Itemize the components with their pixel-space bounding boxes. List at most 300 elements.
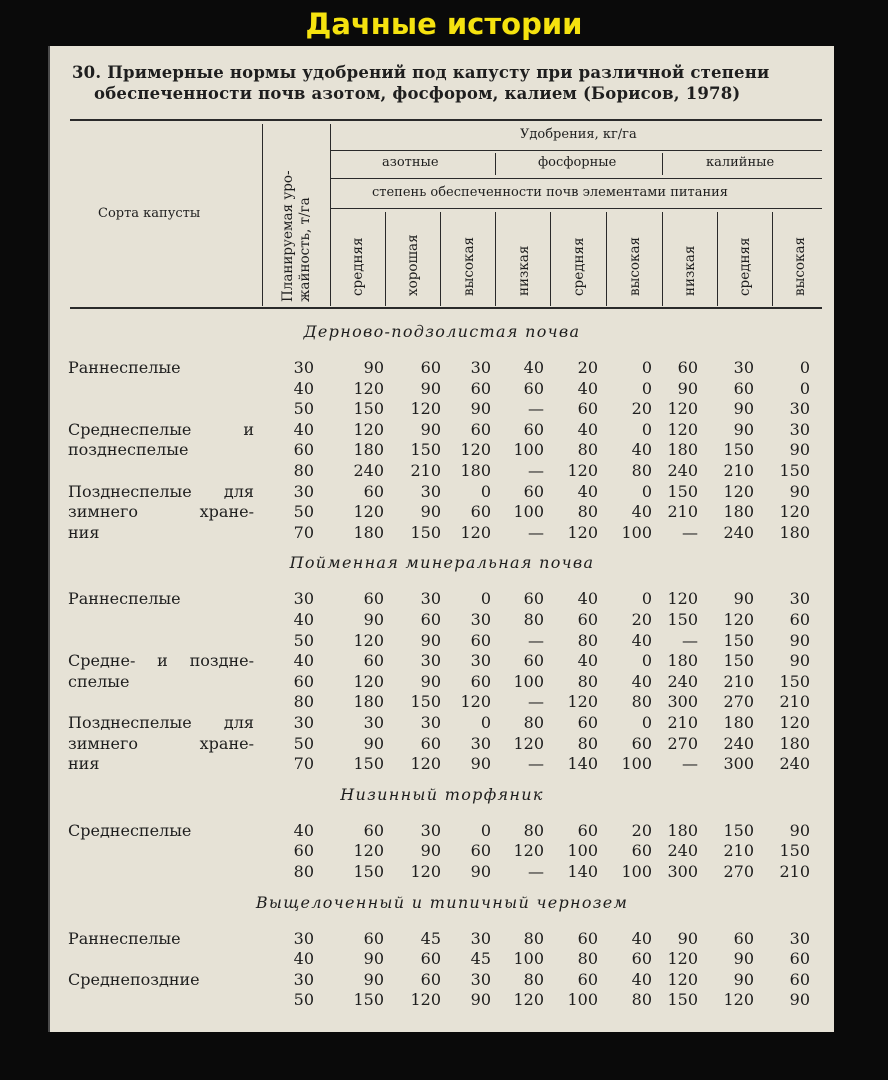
value-cell: — bbox=[528, 399, 544, 419]
value-cell: 180 bbox=[353, 440, 384, 460]
value-cell: 45 bbox=[470, 949, 491, 969]
variety-name-line: Среднеспелые bbox=[68, 820, 192, 840]
value-cell: 30 bbox=[470, 358, 491, 377]
value-cell: 90 bbox=[420, 841, 441, 861]
value-cell: 150 bbox=[723, 630, 754, 650]
soil-section-title: Дерново-подзолистая почва bbox=[303, 322, 581, 341]
value-cell: 60 bbox=[363, 589, 384, 609]
variety-name-line: Раннеспелые bbox=[68, 358, 181, 377]
level-divider bbox=[606, 212, 607, 306]
yield-cell: 70 bbox=[293, 522, 314, 542]
table-caption bbox=[72, 62, 812, 104]
yield-cell: 60 bbox=[293, 841, 314, 861]
value-cell: 0 bbox=[641, 651, 652, 671]
value-cell: 120 bbox=[667, 949, 698, 969]
value-cell: 60 bbox=[577, 928, 598, 948]
value-cell: 40 bbox=[577, 481, 598, 501]
value-cell: 100 bbox=[621, 862, 652, 881]
value-cell: 90 bbox=[677, 928, 698, 948]
value-cell: 80 bbox=[523, 713, 544, 732]
value-cell: 20 bbox=[631, 820, 652, 840]
value-cell: 210 bbox=[723, 461, 754, 480]
value-cell: 40 bbox=[577, 651, 598, 671]
value-cell: 100 bbox=[621, 522, 652, 542]
value-cell: 90 bbox=[420, 630, 441, 650]
value-cell: 120 bbox=[513, 990, 544, 1010]
value-cell: 150 bbox=[779, 841, 810, 861]
value-cell: 30 bbox=[733, 358, 754, 377]
value-cell: 0 bbox=[641, 713, 652, 732]
value-cell: 90 bbox=[363, 358, 384, 377]
value-cell: — bbox=[682, 630, 698, 650]
value-cell: 40 bbox=[631, 969, 652, 989]
soil-section-title: Пойменная минеральная почва bbox=[289, 553, 595, 573]
value-cell: 140 bbox=[567, 754, 598, 774]
value-cell: 90 bbox=[470, 990, 491, 1010]
value-cell: 30 bbox=[470, 733, 491, 753]
value-cell: 0 bbox=[641, 419, 652, 439]
value-cell: 60 bbox=[420, 358, 441, 377]
value-cell: 80 bbox=[577, 630, 598, 650]
value-cell: 80 bbox=[577, 671, 598, 691]
value-cell: 210 bbox=[723, 841, 754, 861]
value-cell: 210 bbox=[779, 862, 810, 881]
header-phosphorus: фосфорные bbox=[538, 155, 617, 170]
value-cell: 90 bbox=[789, 630, 810, 650]
value-cell: 210 bbox=[723, 671, 754, 691]
value-cell: 240 bbox=[723, 733, 754, 753]
level-divider bbox=[717, 212, 718, 306]
value-cell: 100 bbox=[513, 671, 544, 691]
value-cell: 90 bbox=[470, 862, 491, 881]
supply-level-label: высокая bbox=[792, 236, 809, 296]
value-cell: 90 bbox=[789, 481, 810, 501]
value-cell: 120 bbox=[410, 862, 441, 881]
value-cell: 60 bbox=[363, 928, 384, 948]
value-cell: 90 bbox=[733, 969, 754, 989]
value-cell: 40 bbox=[631, 928, 652, 948]
value-cell: 180 bbox=[779, 733, 810, 753]
value-cell: 150 bbox=[353, 754, 384, 774]
value-cell: 240 bbox=[667, 841, 698, 861]
value-cell: 120 bbox=[567, 692, 598, 712]
yield-cell: 80 bbox=[293, 692, 314, 712]
level-divider bbox=[440, 212, 441, 306]
value-cell: 60 bbox=[363, 481, 384, 501]
value-cell: 80 bbox=[577, 440, 598, 460]
value-cell: 150 bbox=[779, 671, 810, 691]
supply-level-label: низкая bbox=[681, 245, 698, 296]
supply-level-label: хорошая bbox=[405, 234, 422, 296]
supply-level-label: высокая bbox=[626, 236, 643, 296]
value-cell: 40 bbox=[631, 671, 652, 691]
value-cell: 240 bbox=[667, 461, 698, 480]
value-cell: 60 bbox=[631, 733, 652, 753]
value-cell: 80 bbox=[523, 820, 544, 840]
value-cell: 90 bbox=[789, 651, 810, 671]
value-cell: 60 bbox=[523, 481, 544, 501]
value-cell: 90 bbox=[363, 969, 384, 989]
value-cell: 120 bbox=[353, 502, 384, 522]
value-cell: 300 bbox=[667, 862, 698, 881]
yield-cell: 60 bbox=[293, 671, 314, 691]
col-divider-n-p bbox=[495, 153, 496, 175]
value-cell: 20 bbox=[631, 399, 652, 419]
value-cell: 120 bbox=[460, 522, 491, 542]
supply-level-label: средняя bbox=[571, 237, 588, 296]
variety-name bbox=[68, 929, 254, 950]
value-cell: — bbox=[682, 754, 698, 774]
value-cell: 90 bbox=[363, 610, 384, 629]
value-cell: 45 bbox=[420, 928, 441, 948]
value-cell: 30 bbox=[420, 589, 441, 609]
value-cell: — bbox=[528, 461, 544, 480]
yield-cell: 80 bbox=[293, 862, 314, 881]
value-cell: 270 bbox=[723, 862, 754, 881]
value-cell: 90 bbox=[420, 671, 441, 691]
value-cell: 80 bbox=[577, 733, 598, 753]
value-cell: 60 bbox=[470, 841, 491, 861]
value-cell: 60 bbox=[677, 358, 698, 377]
variety-name-line: спелые bbox=[68, 671, 130, 691]
header-bottom-rule bbox=[70, 307, 822, 309]
header-yield-line-2: жайность, т/га bbox=[297, 197, 313, 302]
yield-cell: 40 bbox=[293, 651, 314, 671]
value-cell: 120 bbox=[513, 733, 544, 753]
value-cell: 100 bbox=[567, 841, 598, 861]
value-cell: 120 bbox=[723, 481, 754, 501]
header-variety: Сорта капусты bbox=[98, 206, 201, 221]
value-cell: 150 bbox=[667, 990, 698, 1010]
value-cell: 60 bbox=[363, 820, 384, 840]
value-cell: 90 bbox=[789, 440, 810, 460]
value-cell: 120 bbox=[410, 990, 441, 1010]
value-cell: 150 bbox=[667, 481, 698, 501]
value-cell: 120 bbox=[353, 841, 384, 861]
value-cell: 0 bbox=[641, 378, 652, 398]
value-cell: 120 bbox=[667, 419, 698, 439]
value-cell: 0 bbox=[799, 378, 810, 398]
value-cell: 60 bbox=[420, 969, 441, 989]
value-cell: 100 bbox=[513, 440, 544, 460]
supply-level-label: средняя bbox=[350, 237, 366, 296]
value-cell: 90 bbox=[733, 399, 754, 419]
value-cell: 150 bbox=[410, 440, 441, 460]
value-cell: 60 bbox=[789, 949, 810, 969]
value-cell: 90 bbox=[420, 502, 441, 522]
value-cell: 120 bbox=[460, 440, 491, 460]
value-cell: 0 bbox=[480, 481, 491, 501]
value-cell: 30 bbox=[363, 713, 384, 732]
level-divider bbox=[330, 212, 331, 306]
value-cell: 150 bbox=[667, 610, 698, 629]
value-cell: 0 bbox=[480, 589, 491, 609]
value-cell: 80 bbox=[523, 969, 544, 989]
header-potassium: калийные bbox=[706, 155, 775, 170]
variety-name-line: ния bbox=[68, 522, 100, 542]
value-cell: 180 bbox=[460, 461, 491, 480]
value-cell: 180 bbox=[353, 522, 384, 542]
value-cell: 80 bbox=[631, 461, 652, 480]
soil-section-title: Низинный торфяник bbox=[340, 784, 544, 804]
value-cell: 90 bbox=[420, 378, 441, 398]
value-cell: 100 bbox=[621, 754, 652, 774]
value-cell: 150 bbox=[410, 522, 441, 542]
variety-name-line: Раннеспелые bbox=[68, 589, 181, 609]
value-cell: 60 bbox=[470, 671, 491, 691]
value-cell: 120 bbox=[353, 671, 384, 691]
value-cell: 120 bbox=[779, 502, 810, 522]
value-cell: 0 bbox=[480, 820, 491, 840]
value-cell: 60 bbox=[577, 820, 598, 840]
value-cell: 80 bbox=[577, 502, 598, 522]
yield-cell: 50 bbox=[293, 502, 314, 522]
value-cell: 100 bbox=[513, 502, 544, 522]
value-cell: 0 bbox=[641, 481, 652, 501]
value-cell: 120 bbox=[723, 610, 754, 629]
caption-line-2: обеспеченности почв азотом, фосфором, калием (Борисов, 1978) bbox=[94, 84, 741, 103]
value-cell: 180 bbox=[353, 692, 384, 712]
value-cell: 270 bbox=[667, 733, 698, 753]
value-cell: 0 bbox=[641, 358, 652, 377]
value-cell: 60 bbox=[523, 378, 544, 398]
value-cell: 100 bbox=[567, 990, 598, 1010]
document-page bbox=[48, 46, 834, 1032]
col-divider-p-k bbox=[662, 153, 663, 175]
value-cell: 40 bbox=[577, 589, 598, 609]
value-cell: 40 bbox=[577, 419, 598, 439]
value-cell: 60 bbox=[420, 610, 441, 629]
value-cell: 120 bbox=[460, 692, 491, 712]
value-cell: 80 bbox=[631, 692, 652, 712]
yield-cell: 80 bbox=[293, 461, 314, 480]
yield-cell: 30 bbox=[293, 713, 314, 732]
value-cell: 90 bbox=[733, 589, 754, 609]
banner-title: Дачные истории bbox=[305, 7, 583, 41]
value-cell: 150 bbox=[723, 820, 754, 840]
value-cell: 180 bbox=[779, 522, 810, 542]
variety-name bbox=[68, 358, 254, 379]
yield-cell: 40 bbox=[293, 610, 314, 629]
level-divider bbox=[495, 212, 496, 306]
yield-cell: 60 bbox=[293, 440, 314, 460]
value-cell: 60 bbox=[363, 651, 384, 671]
value-cell: 180 bbox=[667, 440, 698, 460]
yield-cell: 50 bbox=[293, 733, 314, 753]
value-cell: 0 bbox=[799, 358, 810, 377]
yield-cell: 70 bbox=[293, 754, 314, 774]
value-cell: 120 bbox=[567, 461, 598, 480]
value-cell: 40 bbox=[577, 378, 598, 398]
value-cell: 210 bbox=[779, 692, 810, 712]
header-supply: степень обеспеченности почв элементами питания bbox=[372, 185, 728, 200]
value-cell: 60 bbox=[470, 502, 491, 522]
yield-cell: 40 bbox=[293, 419, 314, 439]
value-cell: 150 bbox=[353, 399, 384, 419]
yield-cell: 40 bbox=[293, 820, 314, 840]
variety-name-line: Среднепоздние bbox=[68, 969, 200, 989]
value-cell: 60 bbox=[789, 969, 810, 989]
value-cell: 30 bbox=[789, 928, 810, 948]
variety-name-line: Позднеспелые для bbox=[68, 481, 254, 501]
yield-cell: 30 bbox=[293, 589, 314, 609]
value-cell: 150 bbox=[353, 862, 384, 881]
value-cell: 210 bbox=[410, 461, 441, 480]
value-cell: 210 bbox=[667, 713, 698, 732]
yield-cell: 30 bbox=[293, 481, 314, 501]
fert-group-rule bbox=[330, 150, 822, 151]
value-cell: 90 bbox=[733, 949, 754, 969]
value-cell: 60 bbox=[420, 733, 441, 753]
value-cell: 80 bbox=[577, 949, 598, 969]
value-cell: — bbox=[528, 862, 544, 881]
value-cell: 60 bbox=[733, 928, 754, 948]
value-cell: — bbox=[682, 522, 698, 542]
variety-name-line: Средне- и поздне- bbox=[68, 651, 254, 671]
value-cell: 120 bbox=[410, 399, 441, 419]
value-cell: 60 bbox=[577, 969, 598, 989]
col-divider-variety bbox=[262, 124, 263, 306]
value-cell: — bbox=[528, 630, 544, 650]
value-cell: 180 bbox=[723, 713, 754, 732]
value-cell: 90 bbox=[363, 949, 384, 969]
value-cell: 60 bbox=[523, 419, 544, 439]
variety-name-line: Среднеспелые и bbox=[68, 419, 254, 439]
value-cell: 60 bbox=[470, 378, 491, 398]
variety-name bbox=[68, 420, 254, 461]
value-cell: 120 bbox=[353, 419, 384, 439]
value-cell: 300 bbox=[667, 692, 698, 712]
value-cell: 90 bbox=[470, 399, 491, 419]
variety-name bbox=[68, 713, 254, 775]
value-cell: — bbox=[528, 692, 544, 712]
value-cell: 120 bbox=[723, 990, 754, 1010]
value-cell: 240 bbox=[779, 754, 810, 774]
value-cell: 20 bbox=[631, 610, 652, 629]
value-cell: 60 bbox=[420, 949, 441, 969]
value-cell: 180 bbox=[667, 820, 698, 840]
soil-section-title: Выщелоченный и типичный чернозем bbox=[255, 892, 629, 912]
value-cell: 150 bbox=[723, 651, 754, 671]
value-cell: 120 bbox=[353, 378, 384, 398]
value-cell: 60 bbox=[733, 378, 754, 398]
value-cell: 60 bbox=[470, 630, 491, 650]
value-cell: 20 bbox=[577, 358, 598, 377]
value-cell: 90 bbox=[789, 820, 810, 840]
header-nitrogen: азотные bbox=[382, 155, 439, 170]
value-cell: 240 bbox=[723, 522, 754, 542]
value-cell: 40 bbox=[523, 358, 544, 377]
value-cell: 120 bbox=[353, 630, 384, 650]
value-cell: 60 bbox=[523, 651, 544, 671]
value-cell: 210 bbox=[667, 502, 698, 522]
value-cell: 240 bbox=[667, 671, 698, 691]
value-cell: 60 bbox=[470, 419, 491, 439]
variety-name-line: зимнего хране- bbox=[68, 502, 254, 522]
header-yield-line-1: Планируемая уро- bbox=[280, 170, 296, 302]
value-cell: 100 bbox=[513, 949, 544, 969]
variety-name-line: зимнего хране- bbox=[68, 733, 254, 753]
supply-level-label: высокая bbox=[460, 236, 477, 296]
value-cell: 0 bbox=[641, 589, 652, 609]
value-cell: 120 bbox=[667, 399, 698, 419]
value-cell: 150 bbox=[723, 440, 754, 460]
variety-name-line: Позднеспелые для bbox=[68, 713, 254, 732]
value-cell: 60 bbox=[577, 610, 598, 629]
value-cell: 60 bbox=[789, 610, 810, 629]
yield-cell: 30 bbox=[293, 358, 314, 377]
value-cell: 80 bbox=[523, 610, 544, 629]
variety-name-line: позднеспелые bbox=[68, 440, 189, 460]
value-cell: 300 bbox=[723, 754, 754, 774]
value-cell: — bbox=[528, 754, 544, 774]
variety-name bbox=[68, 589, 254, 610]
value-cell: 90 bbox=[363, 733, 384, 753]
header-fertilizers: Удобрения, кг/га bbox=[520, 127, 637, 142]
value-cell: 90 bbox=[420, 419, 441, 439]
value-cell: 60 bbox=[631, 949, 652, 969]
supply-level-label: средняя bbox=[737, 237, 754, 296]
value-cell: 120 bbox=[667, 969, 698, 989]
yield-cell: 50 bbox=[293, 399, 314, 419]
supply-level-label: низкая bbox=[515, 245, 532, 296]
value-cell: 60 bbox=[631, 841, 652, 861]
variety-name bbox=[68, 651, 254, 692]
value-cell: 30 bbox=[420, 651, 441, 671]
level-divider bbox=[662, 212, 663, 306]
value-cell: 30 bbox=[789, 399, 810, 419]
value-cell: 180 bbox=[667, 651, 698, 671]
value-cell: 30 bbox=[789, 419, 810, 439]
caption-line-1: 30. Примерные нормы удобрений под капусту при различной степени bbox=[72, 63, 770, 82]
header-top-rule bbox=[70, 119, 822, 121]
nutrient-rule bbox=[330, 178, 822, 179]
value-cell: 120 bbox=[779, 713, 810, 732]
yield-cell: 40 bbox=[293, 378, 314, 398]
variety-name bbox=[68, 821, 254, 842]
value-cell: 40 bbox=[631, 502, 652, 522]
value-cell: 30 bbox=[420, 481, 441, 501]
value-cell: — bbox=[528, 522, 544, 542]
value-cell: 30 bbox=[470, 651, 491, 671]
variety-name-line: Раннеспелые bbox=[68, 928, 181, 948]
level-divider bbox=[550, 212, 551, 306]
yield-cell: 40 bbox=[293, 949, 314, 969]
value-cell: 180 bbox=[723, 502, 754, 522]
value-cell: 30 bbox=[470, 610, 491, 629]
value-cell: 120 bbox=[567, 522, 598, 542]
value-cell: 60 bbox=[577, 399, 598, 419]
value-cell: 120 bbox=[667, 589, 698, 609]
value-cell: 30 bbox=[789, 589, 810, 609]
value-cell: 270 bbox=[723, 692, 754, 712]
variety-name bbox=[68, 970, 254, 991]
yield-cell: 50 bbox=[293, 990, 314, 1010]
value-cell: 40 bbox=[631, 630, 652, 650]
value-cell: 40 bbox=[631, 440, 652, 460]
value-cell: 60 bbox=[523, 589, 544, 609]
value-cell: 150 bbox=[410, 692, 441, 712]
value-cell: 60 bbox=[577, 713, 598, 732]
value-cell: 30 bbox=[470, 928, 491, 948]
value-cell: 30 bbox=[420, 820, 441, 840]
yield-cell: 50 bbox=[293, 630, 314, 650]
value-cell: 90 bbox=[789, 990, 810, 1010]
value-cell: 150 bbox=[779, 461, 810, 480]
value-cell: 90 bbox=[470, 754, 491, 774]
value-cell: 30 bbox=[470, 969, 491, 989]
level-divider bbox=[772, 212, 773, 306]
